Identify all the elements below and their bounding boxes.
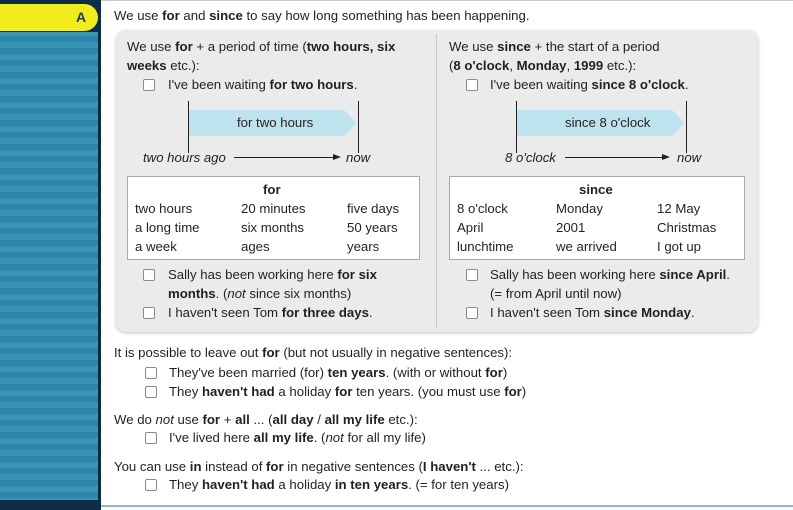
left-table-cell: two hours: [135, 201, 193, 216]
left-table-cell: 50 years: [347, 220, 398, 235]
note2-example1: I've lived here all my life. (not for all my life): [169, 430, 426, 445]
left-title-line1: We use for + a period of time (two hours, six: [127, 39, 396, 54]
left-table-cell: ages: [241, 239, 270, 254]
column-divider: [436, 34, 437, 328]
left-table-cell: six months: [241, 220, 305, 235]
note1-example2-checkbox: [145, 386, 157, 398]
left-timeline-end-tick: [358, 101, 359, 153]
intro-line: We use for and since to say how long something has been happening.: [114, 8, 530, 23]
sidebar-bottom-band: [0, 500, 101, 510]
left-axis-line: [234, 157, 333, 158]
top-rule: [101, 0, 793, 1]
right-table-cell: Christmas: [657, 220, 717, 235]
right-example1: I've been waiting since 8 o'clock.: [490, 77, 689, 92]
left-example2-line1: Sally has been working here for six: [168, 267, 377, 282]
note1-example1: They've been married (for) ten years. (with or without for): [169, 365, 508, 380]
left-axis-start: two hours ago: [143, 150, 226, 165]
left-axis-end: now: [346, 150, 371, 165]
right-axis-line: [565, 157, 662, 158]
right-title-line2: (8 o'clock, Monday, 1999 etc.):: [449, 58, 637, 73]
right-table-cell: I got up: [657, 239, 701, 254]
left-axis-arrowhead: [333, 154, 341, 160]
section-letter: A: [76, 9, 87, 25]
right-axis-end: now: [677, 150, 702, 165]
right-timeline-end-tick: [686, 101, 687, 153]
right-arrow-tip: [672, 110, 685, 136]
bottom-rule: [101, 505, 793, 507]
left-arrow-tip: [344, 110, 357, 136]
left-example3-checkbox: [143, 307, 155, 319]
left-table-cell: a long time: [135, 220, 200, 235]
right-example2-line2: (= from April until now): [490, 286, 622, 301]
right-example1-checkbox: [466, 79, 478, 91]
note2-heading: We do not use for + all ... (all day / all my life etc.):: [114, 412, 418, 427]
left-example2-line2: months. (not since six months): [168, 286, 352, 301]
left-table-cell: 20 minutes: [241, 201, 306, 216]
left-arrow-label: for two hours: [237, 115, 314, 130]
right-arrow-label: since 8 o'clock: [565, 115, 651, 130]
note3-example1-checkbox: [145, 479, 157, 491]
right-title-line1: We use since + the start of a period: [449, 39, 660, 54]
right-table-cell: 12 May: [657, 201, 701, 216]
note1-example1-checkbox: [145, 367, 157, 379]
right-table-cell: Monday: [556, 201, 603, 216]
note1-example2: They haven't had a holiday for ten years. (you must use for): [169, 384, 527, 399]
left-table-cell: a week: [135, 239, 177, 254]
left-table-heading: for: [263, 182, 281, 197]
left-sidebar: [0, 0, 101, 510]
right-table-cell: April: [457, 220, 484, 235]
right-table-cell: we arrived: [556, 239, 617, 254]
right-example3-checkbox: [466, 307, 478, 319]
note3-example1: They haven't had a holiday in ten years. (= for ten years): [169, 477, 509, 492]
right-table-cell: lunchtime: [457, 239, 514, 254]
left-title-line2: weeks etc.):: [127, 58, 200, 73]
left-example3: I haven't seen Tom for three days.: [168, 305, 373, 320]
left-example1-checkbox: [143, 79, 155, 91]
left-table-cell: five days: [347, 201, 400, 216]
right-example2-checkbox: [466, 269, 478, 281]
right-axis-start: 8 o'clock: [505, 150, 556, 165]
note2-example1-checkbox: [145, 432, 157, 444]
left-example2-checkbox: [143, 269, 155, 281]
right-example2-line1: Sally has been working here since April.: [490, 267, 730, 282]
left-table-cell: years: [347, 239, 380, 254]
left-example1: I've been waiting for two hours.: [168, 77, 358, 92]
right-axis-arrowhead: [662, 154, 670, 160]
note1-heading: It is possible to leave out for (but not usually in negative sentences):: [114, 345, 513, 360]
note3-heading: You can use in instead of for in negative sentences (I haven't ... etc.):: [114, 459, 524, 474]
right-example3: I haven't seen Tom since Monday.: [490, 305, 695, 320]
right-table-cell: 2001: [556, 220, 586, 235]
right-table-cell: 8 o'clock: [457, 201, 508, 216]
right-table-heading: since: [579, 182, 613, 197]
